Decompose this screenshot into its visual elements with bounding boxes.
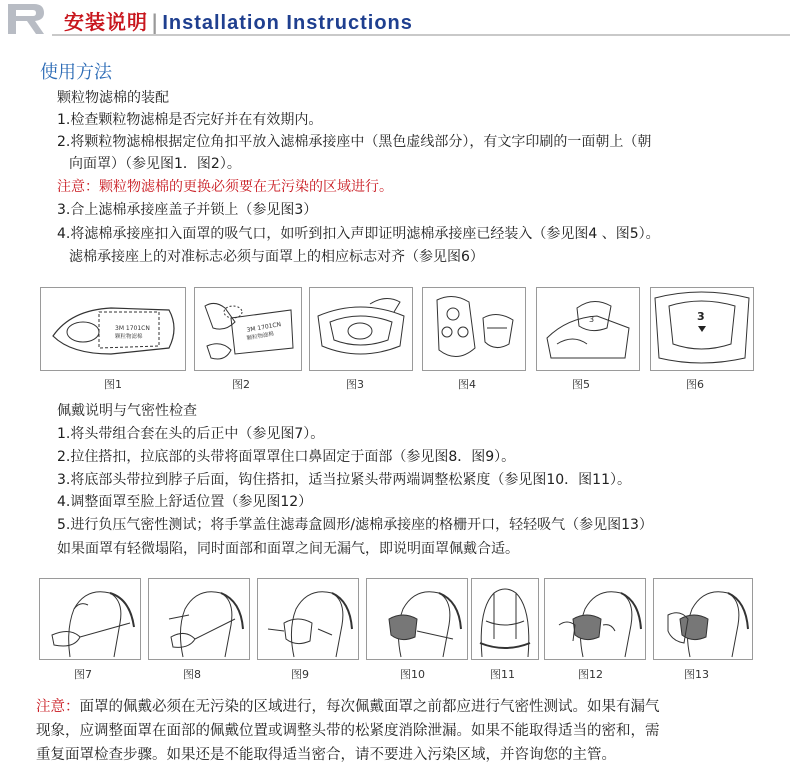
- note-line-2: 现象，应调整面罩在面部的佩戴位置或调整头带的松紧度消除泄漏。如果不能取得适当的密和，需: [36, 723, 660, 739]
- alignment-mark-illustration: [651, 288, 753, 370]
- svg-text:颗粒物滤棉: 颗粒物滤棉: [115, 334, 143, 340]
- figure-6-caption: 图6: [686, 378, 704, 391]
- fitting-step-5-cont: 如果面罩有轻微塌陷，同时面部和面罩之间无漏气，即说明面罩佩戴合适。: [57, 541, 519, 557]
- figure-4-caption: 图4: [458, 378, 476, 391]
- figure-1-caption: 图1: [104, 378, 122, 391]
- figure-2: [194, 287, 302, 371]
- figure-9-caption: 图9: [291, 668, 309, 681]
- page-header: [0, 0, 790, 36]
- brand-logo-icon: [4, 2, 48, 36]
- figure-10: [366, 578, 468, 660]
- fitting-step-5: 5.进行负压气密性测试；将手掌盖住滤毒盒圆形/滤棉承接座的格栅开口，轻轻吸气（参见图13）: [57, 517, 653, 533]
- head-strap-illustration: [40, 579, 140, 659]
- note-line-1: 注意：面罩的佩戴必须在无污染的区域进行，每次佩戴面罩之前都应进行气密性测试。如果有漏气: [36, 699, 660, 715]
- section-title: 使用方法: [40, 62, 112, 83]
- figure-3-caption: 图3: [346, 378, 364, 391]
- neck-strap-illustration: [367, 579, 467, 659]
- figure-11: [471, 578, 539, 660]
- svg-text:3: 3: [697, 310, 705, 323]
- figure-1: [40, 287, 186, 371]
- svg-text:3: 3: [589, 315, 595, 324]
- figure-13-caption: 图13: [684, 668, 709, 681]
- figure-2-caption: 图2: [232, 378, 250, 391]
- figure-4: [422, 287, 526, 371]
- figure-7: [39, 578, 141, 660]
- figure-7-caption: 图7: [74, 668, 92, 681]
- fitting-step-3: 3.将底部头带拉到脖子后面，钩住搭扣，适当拉紧头带两端调整松紧度（参见图10．图11）。: [57, 472, 631, 488]
- filter-placement-illustration: [195, 288, 301, 370]
- figure-10-caption: 图10: [400, 668, 425, 681]
- holder-insert-illustration: [537, 288, 639, 370]
- note-line-3: 重复面罩检查步骤。如果还是不能取得适当密合，请不要进入污染区域，并咨询您的主管。: [36, 747, 616, 763]
- assembly-heading: 颗粒物滤棉的装配: [57, 90, 169, 106]
- back-of-head-illustration: [472, 579, 538, 659]
- strap-pull-illustration: [149, 579, 249, 659]
- assembly-step-4: 4.将滤棉承接座扣入面罩的吸气口，如听到扣入声即证明滤棉承接座已经装入（参见图4 、图5）。: [57, 226, 660, 242]
- figure-8: [148, 578, 250, 660]
- fitting-step-1: 1.将头带组合套在头的后正中（参见图7）。: [57, 426, 325, 442]
- assembly-step-3: 3.合上滤棉承接座盖子并锁上（参见图3）: [57, 202, 318, 218]
- figure-9: [257, 578, 359, 660]
- figure-13: [653, 578, 753, 660]
- filter-holder-illustration: [41, 288, 185, 370]
- assembly-step-2: 2.将颗粒物滤棉根据定位角扣平放入滤棉承接座中（黑色虚线部分），有文字印刷的一面朝上（朝: [57, 134, 652, 150]
- seal-check-illustration: [654, 579, 752, 659]
- assembly-step-1: 1.检查颗粒物滤棉是否完好并在有效期内。: [57, 112, 323, 128]
- figure-11-caption: 图11: [490, 668, 515, 681]
- figure-6: [650, 287, 754, 371]
- header-divider: [52, 34, 790, 36]
- figure-8-caption: 图8: [183, 668, 201, 681]
- fitting-step-2: 2.拉住搭扣，拉底部的头带将面罩罩住口鼻固定于面部（参见图8．图9）。: [57, 449, 516, 465]
- fitting-step-4: 4.调整面罩至脸上舒适位置（参见图12）: [57, 494, 313, 510]
- lid-closing-illustration: [310, 288, 412, 370]
- svg-text:颗粒物滤棉: 颗粒物滤棉: [246, 331, 275, 342]
- svg-text:3M 1701CN: 3M 1701CN: [115, 325, 150, 332]
- adjust-mask-illustration: [545, 579, 645, 659]
- assembly-warning: 注意：颗粒物滤棉的更换必须要在无污染的区域进行。: [57, 179, 393, 195]
- figure-3: [309, 287, 413, 371]
- svg-text:3M 1701CN: 3M 1701CN: [246, 321, 282, 334]
- figure-5: [536, 287, 640, 371]
- assembly-step-2-cont: 向面罩）（参见图1．图2）。: [69, 156, 241, 172]
- figure-12-caption: 图12: [578, 668, 603, 681]
- figure-12: [544, 578, 646, 660]
- assembly-step-4-cont: 滤棉承接座上的对准标志必须与面罩上的相应标志对齐（参见图6）: [69, 249, 484, 265]
- page-title: 安装说明 | Installation Instructions: [64, 10, 413, 34]
- fitting-heading: 佩戴说明与气密性检查: [57, 403, 197, 419]
- mask-inlet-illustration: [423, 288, 525, 370]
- note-label: 注意：: [36, 699, 80, 715]
- mask-on-face-illustration: [258, 579, 358, 659]
- figure-5-caption: 图5: [572, 378, 590, 391]
